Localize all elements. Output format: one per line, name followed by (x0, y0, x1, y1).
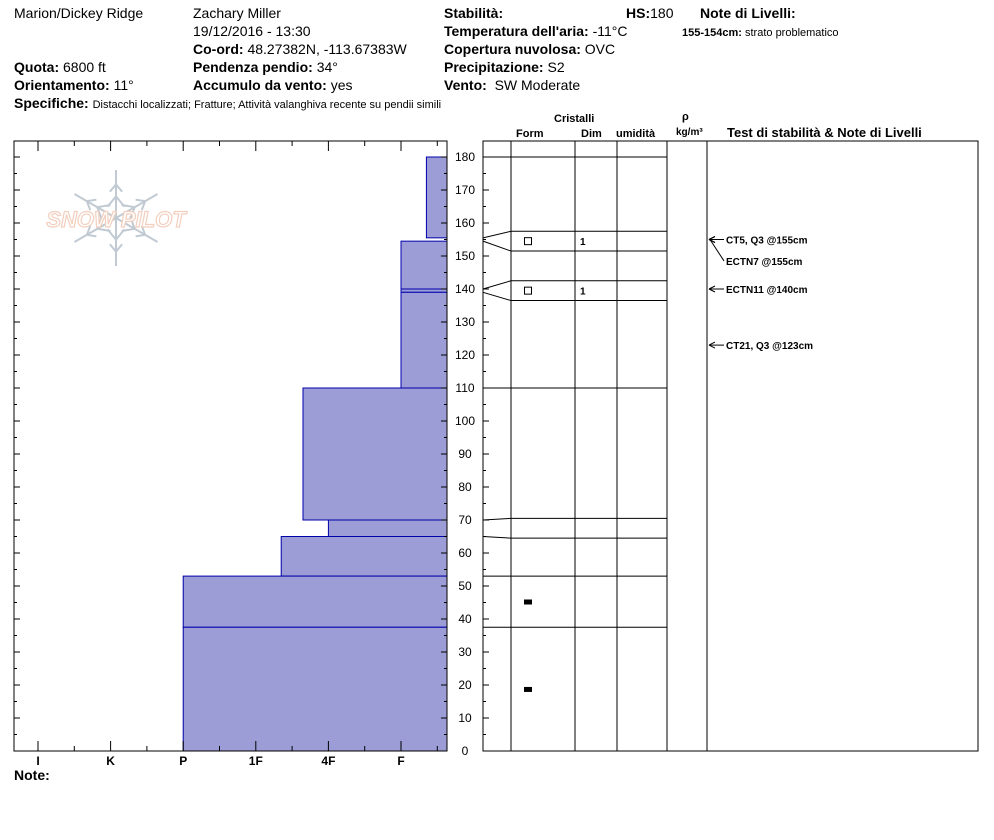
crystal-form-3 (524, 687, 532, 692)
x-label-K: K (106, 754, 115, 768)
density-unit-header: kg/m³ (676, 127, 703, 138)
hardness-bar-2 (401, 241, 447, 289)
wind-loading-value: yes (330, 77, 353, 93)
stratigraphy-table (483, 141, 707, 751)
y-label-10: 10 (458, 711, 472, 725)
layer-note-text: strato problematico (745, 27, 839, 39)
strat-connector-65-64.5 (483, 537, 511, 539)
x-label-P: P (179, 754, 188, 768)
test-label-1: ECTN7 @155cm (726, 256, 803, 268)
y-label-20: 20 (458, 678, 472, 692)
precip-value: S2 (547, 59, 565, 75)
y-label-180: 180 (454, 150, 476, 164)
moisture-header: umidità (616, 128, 656, 140)
crystal-markers (524, 237, 586, 692)
cloud-value: OVC (584, 41, 616, 57)
air-temp-value: -11°C (592, 23, 628, 39)
y-label-120: 120 (454, 348, 476, 362)
y-label-110: 110 (455, 381, 475, 395)
crystal-form-2 (524, 600, 532, 605)
x-label-I: I (36, 754, 40, 768)
hardness-bar-5 (303, 388, 447, 520)
y-label-160: 160 (454, 216, 476, 230)
notes-label: Note: (14, 767, 50, 783)
crystals-header: Cristalli (554, 113, 595, 125)
strat-connector-139-136.5 (483, 292, 511, 300)
cloud-label: Copertura nuvolosa: (444, 41, 581, 57)
y-label-80: 80 (458, 480, 472, 494)
y-label-170: 170 (454, 183, 476, 197)
hardness-bars (183, 157, 447, 751)
y-label-60: 60 (458, 546, 472, 560)
air-temp-label: Temperatura dell'aria: (444, 23, 589, 39)
crystal-form-0 (525, 238, 532, 245)
wind-value: SW Moderate (494, 77, 581, 93)
y-label-50: 50 (458, 579, 472, 593)
test-label-0: CT5, Q3 @155cm (726, 235, 808, 247)
y-label-30: 30 (458, 645, 472, 659)
hs-value: 180 (650, 5, 674, 21)
logo-text: SNOW PILOT (46, 207, 186, 232)
hardness-bar-8 (183, 576, 447, 627)
elevation-value: 6800 ft (63, 59, 106, 75)
y-label-130: 130 (454, 315, 476, 329)
slope-label: Pendenza pendio: (193, 59, 313, 75)
y-label-150: 150 (454, 249, 476, 263)
wind-loading-label: Accumulo da vento: (193, 77, 327, 93)
test-leader-1 (710, 240, 724, 261)
stability-tests-header: Test di stabilità & Note di Livelli (727, 125, 922, 140)
location: Marion/Dickey Ridge (14, 5, 144, 21)
hardness-bar-4 (401, 292, 447, 388)
strat-connector-154.5-151.5 (483, 241, 511, 251)
size-header: Dim (581, 128, 602, 140)
y-label-0: 0 (461, 744, 469, 758)
hardness-bar-6 (328, 520, 447, 537)
snowpilot-logo (46, 170, 187, 266)
strat-frame (483, 141, 978, 751)
y-label-70: 70 (458, 513, 472, 527)
y-label-40: 40 (458, 612, 472, 626)
specifics-label: Specifiche: (14, 95, 89, 111)
crystal-size-1: 1 (580, 286, 586, 298)
flake-branch-5-1r (87, 200, 96, 202)
coord-value: 48.27382N, -113.67383W (247, 41, 407, 57)
flake-branch-1-1l (136, 200, 145, 202)
flake-branch-4-1l (87, 235, 96, 237)
wind-label: Vento: (444, 77, 487, 93)
hardness-bar-0 (426, 157, 447, 238)
slope-value: 34° (316, 59, 338, 75)
layer-notes-title: Note di Livelli: (700, 5, 796, 21)
stability-label: Stabilità: (444, 5, 504, 21)
crystal-size-0: 1 (580, 237, 586, 249)
hardness-bar-7 (281, 537, 447, 577)
chart-frames (14, 141, 978, 751)
y-label-90: 90 (458, 447, 472, 461)
datetime: 19/12/2016 - 13:30 (193, 23, 311, 39)
strat-connector-155.5-157.5 (483, 231, 511, 238)
elevation-label: Quota: (14, 59, 60, 75)
x-label-1F: 1F (248, 754, 263, 768)
rho-header: ρ (682, 111, 689, 123)
aspect-label: Orientamento: (14, 77, 110, 93)
x-label-F: F (397, 754, 405, 768)
hardness-bar-9 (183, 627, 447, 751)
hs-label: HS: (626, 5, 651, 21)
observer: Zachary Miller (193, 5, 281, 21)
flake-branch-2-1r (136, 235, 145, 237)
y-label-100: 100 (454, 414, 476, 428)
form-header: Form (516, 128, 544, 140)
precip-label: Precipitazione: (444, 59, 544, 75)
stability-tests (709, 236, 813, 353)
x-label-4F: 4F (321, 754, 336, 768)
aspect-value: 11° (113, 77, 134, 93)
strat-connector-70-70.5 (483, 518, 511, 520)
layer-note-depth: 155-154cm: (682, 27, 742, 39)
y-label-140: 140 (454, 282, 476, 296)
specifics-value: Distacchi localizzati; Fratture; Attività valanghiva recente su pendii simili (92, 99, 442, 111)
coord-label: Co-ord: (193, 41, 244, 57)
crystal-form-1 (525, 287, 532, 294)
strat-connector-140-142.5 (483, 281, 511, 289)
test-label-3: CT21, Q3 @123cm (726, 341, 814, 353)
test-label-2: ECTN11 @140cm (726, 285, 808, 296)
